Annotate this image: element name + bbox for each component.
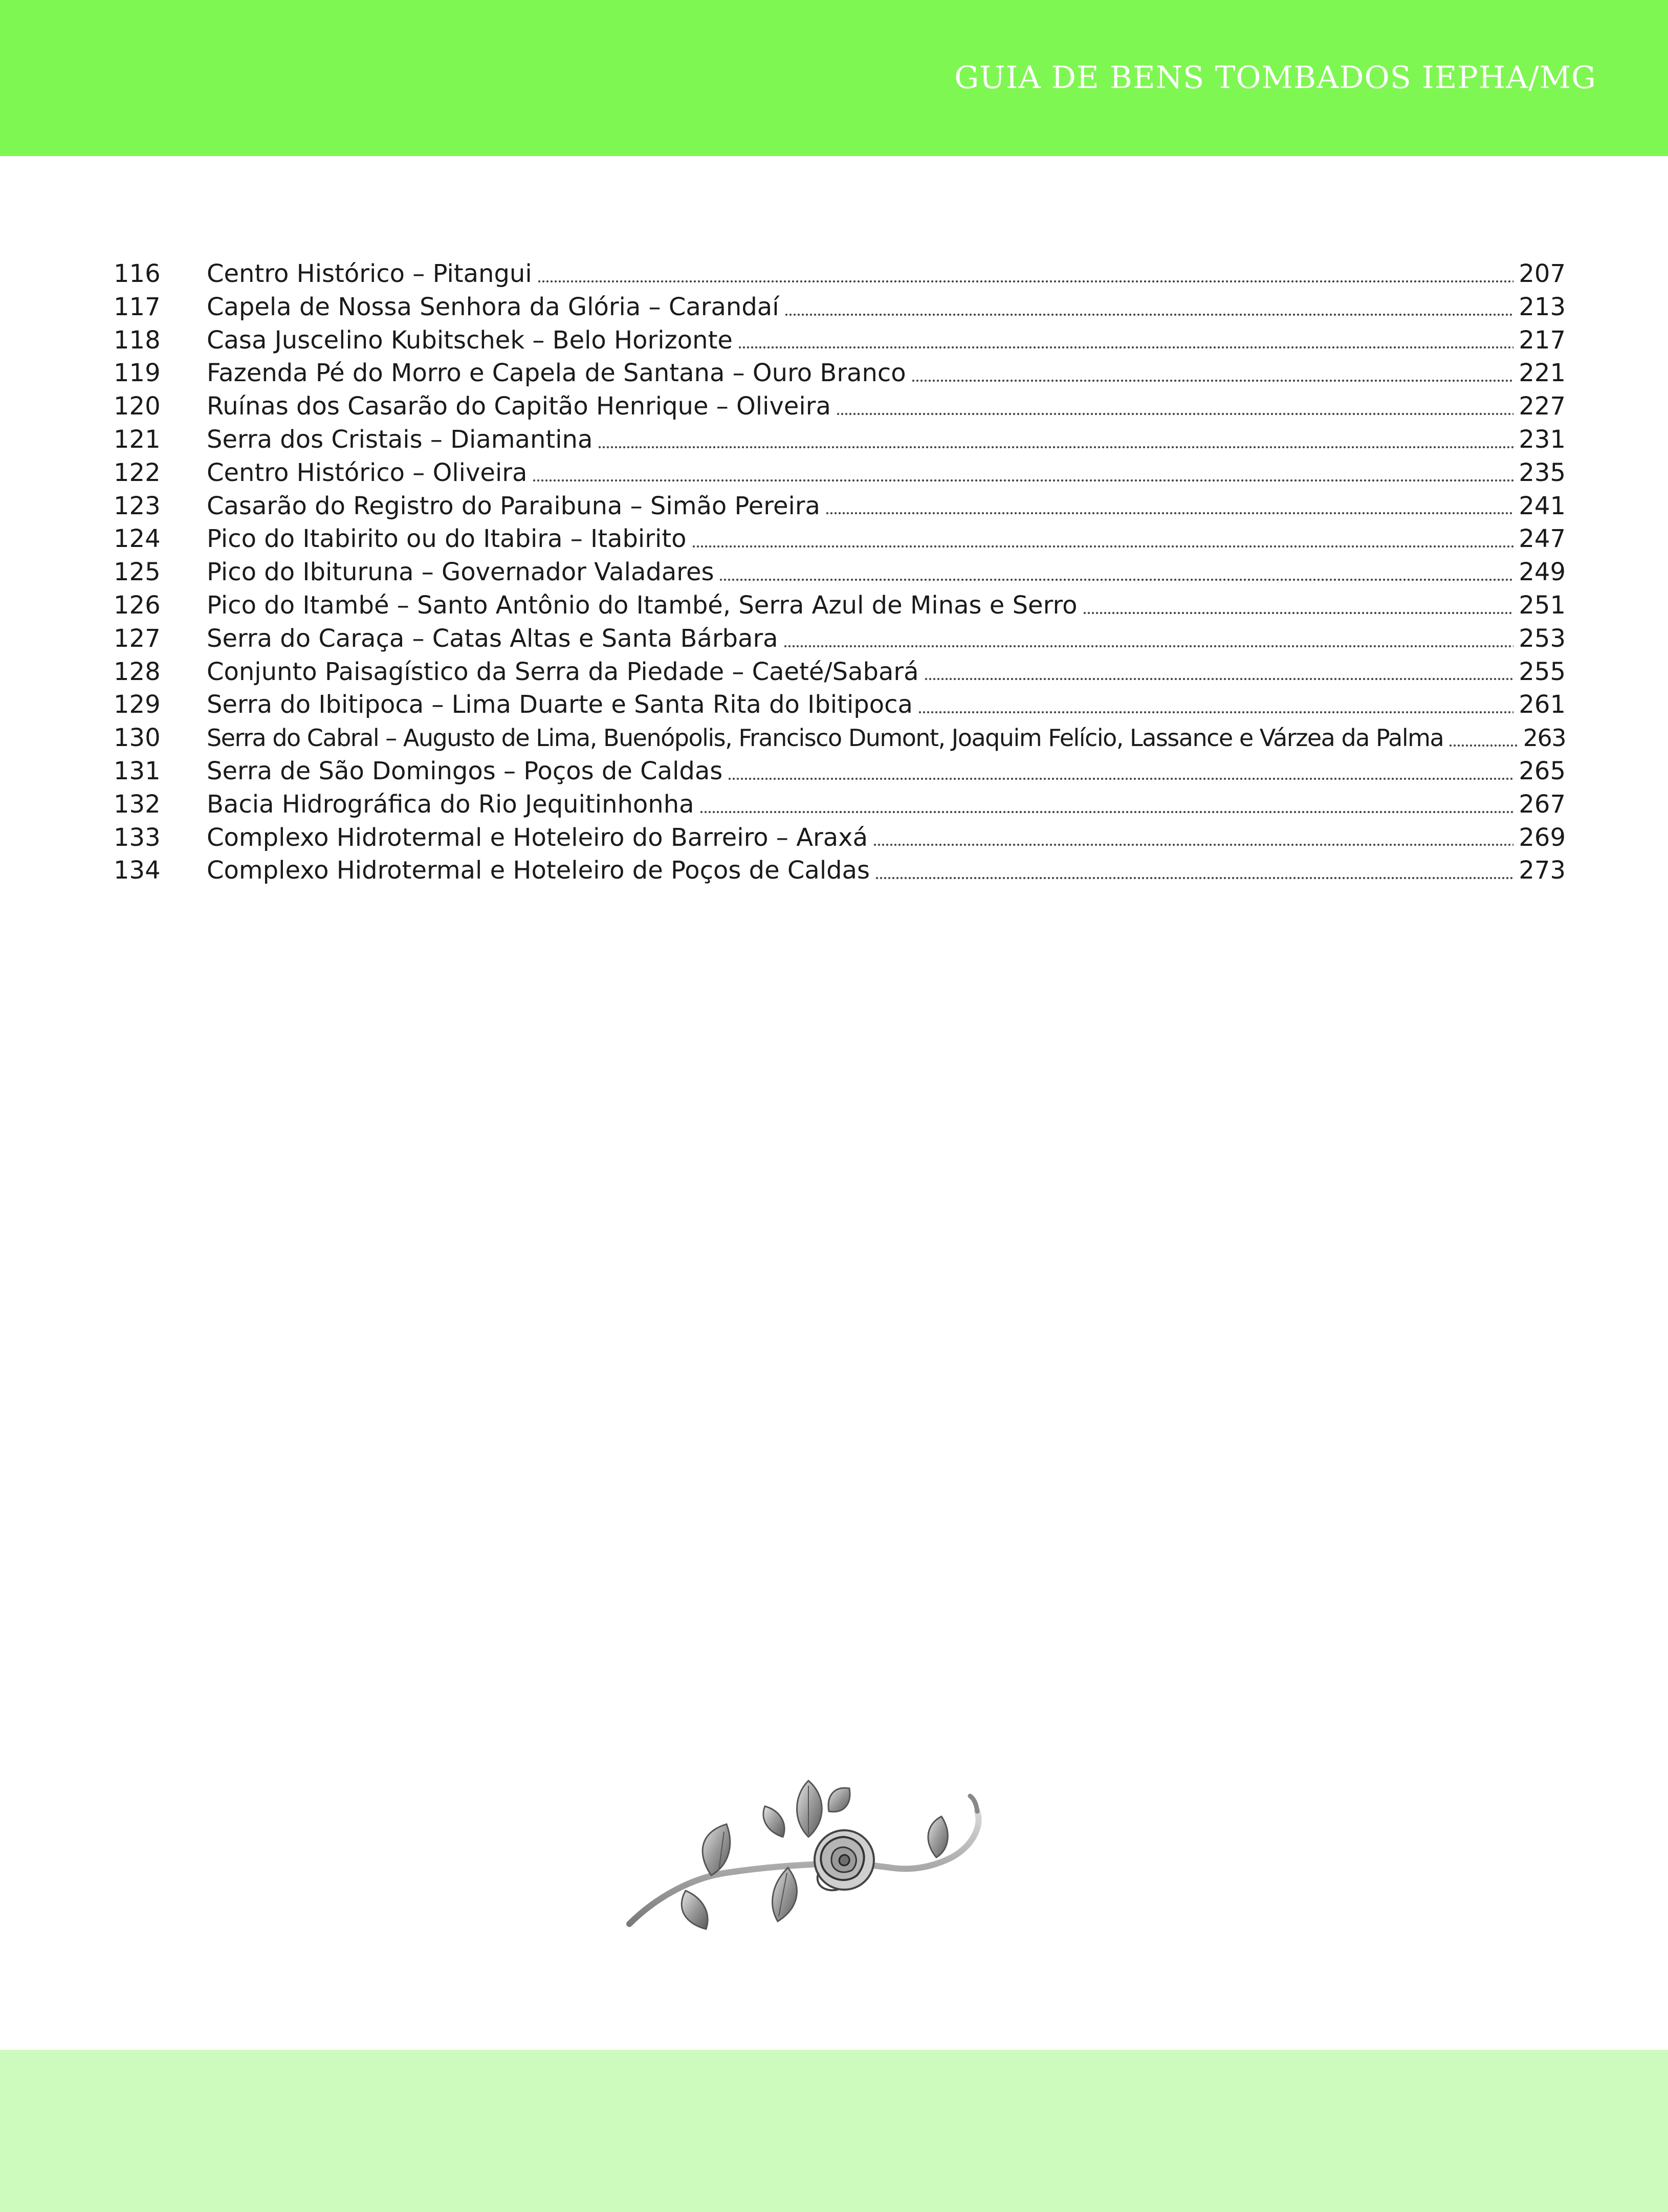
toc-entry-number: 117 [114,292,161,321]
dot-leader [1083,608,1514,615]
dot-leader [738,342,1513,349]
toc-entry-page: 265 [1519,756,1566,785]
dot-leader [825,508,1513,515]
toc-entry[interactable] [114,821,1566,855]
toc-entry-page: 261 [1519,690,1566,719]
toc-entry-number: 125 [114,558,161,587]
toc-entry[interactable] [114,522,1566,556]
toc-entry-number: 118 [114,325,161,355]
rose-illustration-icon [624,1776,1018,1944]
toc-entry[interactable] [114,556,1566,589]
toc-entry-number: 128 [114,657,161,686]
toc-entry-page: 251 [1519,590,1566,620]
toc-entry-number: 131 [114,756,161,785]
toc-entry-page: 217 [1519,325,1566,355]
dot-leader [918,707,1513,714]
toc-entry-number: 132 [114,790,161,819]
toc-entry[interactable] [114,688,1566,721]
toc-entry-page: 263 [1523,724,1566,752]
toc-entry[interactable] [114,390,1566,423]
toc-entry-page: 253 [1519,624,1566,653]
toc-entry[interactable] [114,755,1566,788]
toc-entry-page: 207 [1519,259,1566,288]
toc-entry-title: Casarão do Registro do Paraibuna – Simão Pereira [207,491,820,520]
toc-entry-page: 267 [1519,790,1566,819]
toc-entry[interactable] [114,291,1566,324]
toc-entry[interactable] [114,854,1566,887]
toc-entry-title: Capela de Nossa Senhora da Glória – Carandaí [207,292,779,321]
dot-leader [728,774,1513,781]
toc-entry-page: 249 [1519,558,1566,587]
toc-entry-title: Pico do Itabirito ou do Itabira – Itabirito [207,524,687,554]
toc-entry-number: 134 [114,856,161,885]
toc-entry-page: 273 [1519,856,1566,885]
toc-entry[interactable] [114,456,1566,490]
toc-entry-page: 227 [1519,392,1566,421]
toc-entry[interactable] [114,423,1566,456]
toc-entry-number: 119 [114,359,161,388]
toc-entry[interactable] [114,589,1566,622]
dot-leader [783,641,1514,648]
dot-leader [875,873,1513,880]
dot-leader [873,840,1513,847]
toc-entry-title: Bacia Hidrográfica do Rio Jequitinhonha [207,790,694,819]
dot-leader [699,807,1514,814]
toc-entry-title: Complexo Hidrotermal e Hoteleiro de Poços de Caldas [207,856,870,885]
dot-leader [836,409,1513,416]
dot-leader [692,541,1514,549]
dot-leader [719,575,1513,582]
toc-entry-page: 231 [1519,425,1566,454]
toc-entry-title: Ruínas dos Casarão do Capitão Henrique – Oliveira [207,392,831,421]
dot-leader [1448,740,1518,748]
dot-leader [537,276,1514,283]
toc-entry-number: 133 [114,823,161,852]
toc-entry[interactable] [114,490,1566,523]
toc-entry-title: Centro Histórico – Oliveira [207,458,528,487]
toc-entry-number: 120 [114,392,161,421]
toc-entry-page: 269 [1519,823,1566,852]
toc-entry-page: 235 [1519,458,1566,487]
toc-entry-number: 129 [114,690,161,719]
toc-entry[interactable] [114,721,1566,755]
toc-entry-title: Serra do Cabral – Augusto de Lima, Buenópolis, Francisco Dumont, Joaquim Felício, Lassance e Várzea da Palma [207,724,1444,752]
toc-entry[interactable] [114,257,1566,291]
dot-leader [911,376,1514,383]
dot-leader [598,442,1513,449]
toc-entry[interactable] [114,324,1566,357]
toc-entry-title: Serra de São Domingos – Poços de Caldas [207,756,723,785]
toc-entry-title: Fazenda Pé do Morro e Capela de Santana – Ouro Branco [207,359,906,388]
running-header-title: GUIA DE BENS TOMBADOS IEPHA/MG [954,60,1596,96]
toc-entry-number: 124 [114,524,161,554]
toc-entry[interactable] [114,622,1566,655]
toc-entry-number: 121 [114,425,161,454]
dot-leader [532,475,1513,483]
toc-entry-title: Serra dos Cristais – Diamantina [207,425,593,454]
toc-entry-number: 116 [114,259,161,288]
toc-entry[interactable] [114,788,1566,821]
toc-entry-number: 126 [114,590,161,620]
toc-entry-title: Complexo Hidrotermal e Hoteleiro do Barreiro – Araxá [207,823,868,852]
toc-entry-title: Casa Juscelino Kubitschek – Belo Horizonte [207,325,733,355]
toc-entry-number: 127 [114,624,161,653]
toc-entry-number: 130 [114,724,161,753]
footer-band [0,2050,1668,2212]
toc-entry-title: Centro Histórico – Pitangui [207,259,532,288]
toc-entry-title: Pico do Itambé – Santo Antônio do Itambé, Serra Azul de Minas e Serro [207,590,1078,620]
dot-leader [784,310,1514,317]
toc-entry-page: 247 [1519,524,1566,554]
toc-entry-page: 255 [1519,657,1566,686]
toc-entry-title: Serra do Caraça – Catas Altas e Santa Bárbara [207,624,778,653]
table-of-contents [114,257,1566,887]
toc-entry-title: Serra do Ibitipoca – Lima Duarte e Santa Rita do Ibitipoca [207,690,913,719]
toc-entry-title: Conjunto Paisagístico da Serra da Piedade – Caeté/Sabará [207,657,919,686]
toc-entry-number: 122 [114,458,161,487]
header-band [0,0,1668,156]
dot-leader [924,674,1514,681]
toc-entry[interactable] [114,655,1566,689]
toc-entry-number: 123 [114,491,161,520]
toc-entry-title: Pico do Ibituruna – Governador Valadares [207,558,714,587]
toc-entry[interactable] [114,357,1566,390]
toc-entry-page: 241 [1519,491,1566,520]
toc-entry-page: 221 [1519,359,1566,388]
toc-entry-page: 213 [1519,292,1566,321]
